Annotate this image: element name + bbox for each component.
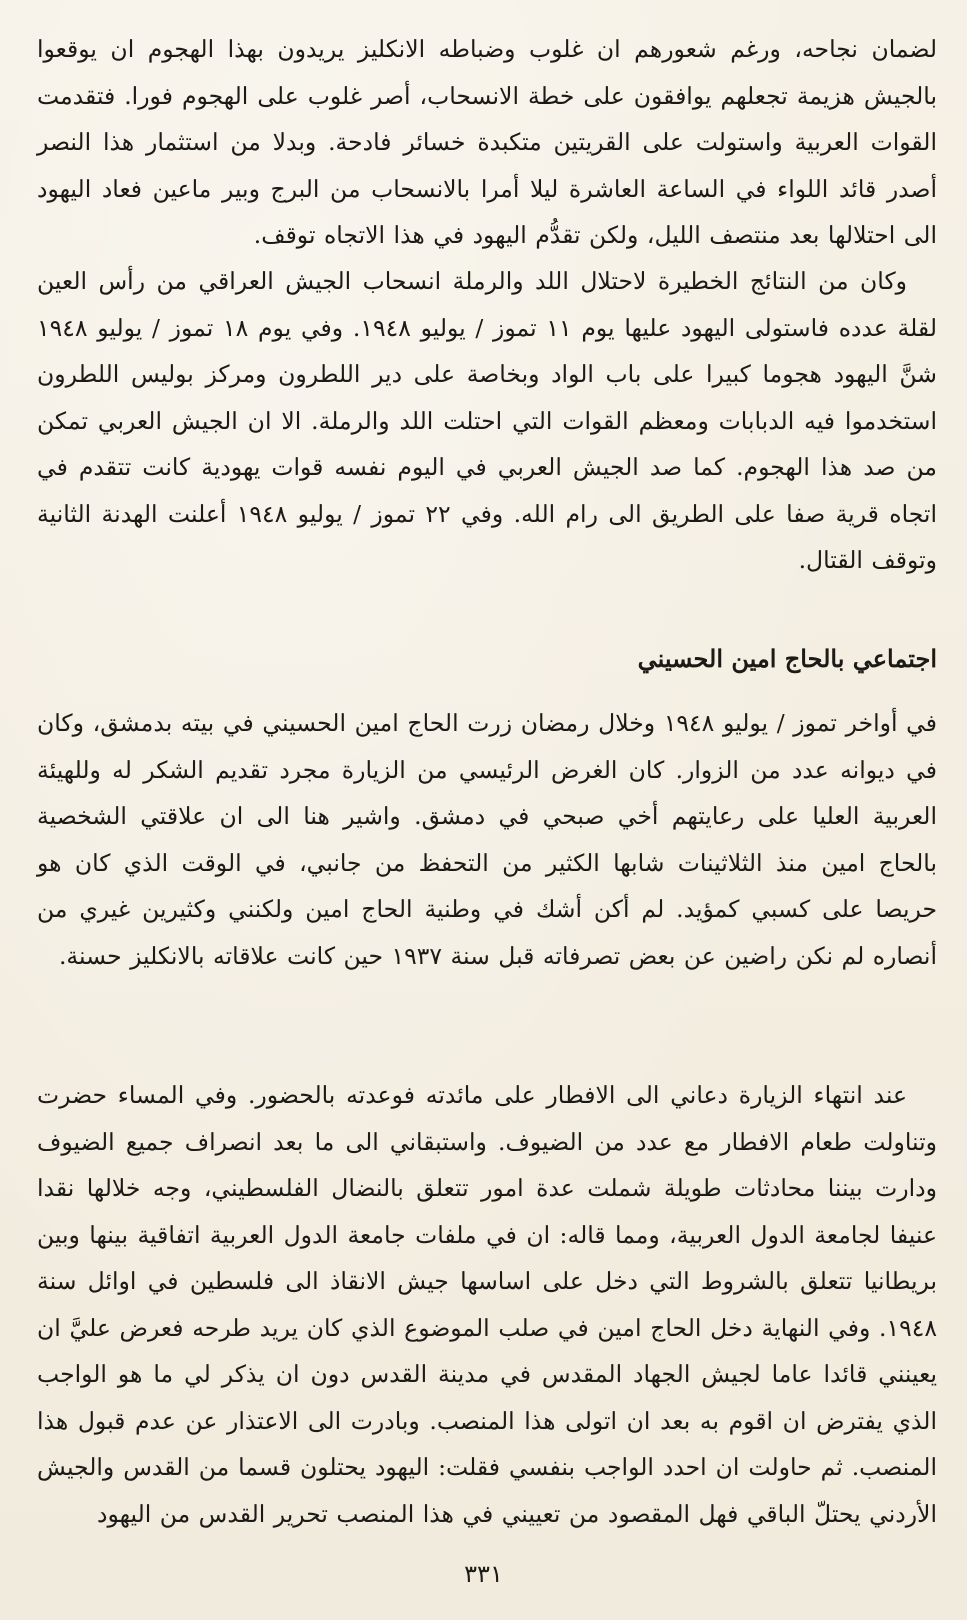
paragraph-iftar <box>37 1072 937 1537</box>
paragraph-3-text: في أواخر تموز / يوليو ١٩٤٨ وخلال رمضان زرت الحاج امين الحسيني في بيته بدمشق، وكان في ديوانه عدد من الزوار. كان الغرض الرئيسي من الزيارة مجرد تقديم الشكر له وللهيئة العربية العليا على رعايتهم أخي صبحي في دمشق. واشير هنا الى ان علاقتي الشخصية بالحاج امين منذ الثلاثينات شابها الكثير من التحفظ من جانبي، في الوقت الذي كان هو حريصا على كسبي كمؤيد. لم أكن أشك في وطنية الحاج امين ولكنني وكثيرين غيري من أنصاره لم نكن راضين عن بعض تصرفاته قبل سنة ١٩٣٧ حين كانت علاقاته بالانكليز حسنة. <box>37 709 937 970</box>
paragraph-2-text: وكان من النتائج الخطيرة لاحتلال اللد والرملة انسحاب الجيش العراقي من رأس العين لقلة عدده فاستولى اليهود عليها يوم ١١ تموز / يوليو ١٩٤٨. وفي يوم ١٨ تموز / يوليو ١٩٤٨ شنَّ اليهود هجوما كبيرا على باب الواد وبخاصة على دير اللطرون ومركز بوليس اللطرون استخدموا فيه الدبابات ومعظم القوات التي احتلت اللد والرملة. الا ان الجيش العربي تمكن من صد هذا الهجوم. كما صد الجيش العربي في اليوم نفسه قوات يهودية كانت تتقدم في اتجاه قرية صفا على الطريق الى رام الله. وفي ٢٢ تموز / يوليو ١٩٤٨ أعلنت الهدنة الثانية وتوقف القتال. <box>37 267 937 574</box>
paragraph-lydda-ramla <box>37 258 937 584</box>
paragraph-continued <box>37 26 937 259</box>
paragraph-4-text: عند انتهاء الزيارة دعاني الى الافطار على مائدته فوعدته بالحضور. وفي المساء حضرت وتناولت طعام الافطار مع عدد من الضيوف. واستبقاني الى ما بعد انصراف جميع الضيوف ودارت بيننا محادثات طويلة شملت عدة امور تتعلق بالنضال الفلسطيني، وجه خلالها نقدا عنيفا لجامعة الدول العربية، ومما قاله: ان في ملفات جامعة الدول العربية اتفاقية بينها وبين بريطانيا تتعلق بالشروط التي دخل على اساسها جيش الانقاذ الى فلسطين في اوائل سنة ١٩٤٨. وفي النهاية دخل الحاج امين في صلب الموضوع الذي كان يريد طرحه فعرض عليَّ ان يعينني قائدا عاما لجيش الجهاد المقدس في مدينة القدس دون ان يذكر لي ما هو الواجب الذي يفترض ان اقوم به بعد ان اتولى هذا المنصب. وبادرت الى الاعتذار عن عدم قبول هذا المنصب. ثم حاولت ان احدد الواجب بنفسي فقلت: اليهود يحتلون قسما من القدس والجيش الأردني يحتلّ الباقي فهل المقصود من تعييني في هذا المنصب تحرير القدس من اليهود <box>37 1081 937 1528</box>
paragraph-visit <box>37 700 937 979</box>
section-heading: اجتماعي بالحاج امين الحسيني <box>637 644 937 673</box>
paragraph-1-text: لضمان نجاحه، ورغم شعورهم ان غلوب وضباطه الانكليز يريدون بهذا الهجوم ان يوقعوا بالجيش هزيمة تجعلهم يوافقون على خطة الانسحاب، أصر غلوب على الهجوم فورا. فتقدمت القوات العربية واستولت على القريتين متكبدة خسائر فادحة. وبدلا من استثمار هذا النصر أصدر قائد اللواء في الساعة العاشرة ليلا أمرا بالانسحاب من البرج وبير ماعين فعاد اليهود الى احتلالها بعد منتصف الليل، ولكن تقدُّم اليهود في هذا الاتجاه توقف. <box>37 35 937 249</box>
page-number: ٣٣١ <box>464 1560 503 1588</box>
